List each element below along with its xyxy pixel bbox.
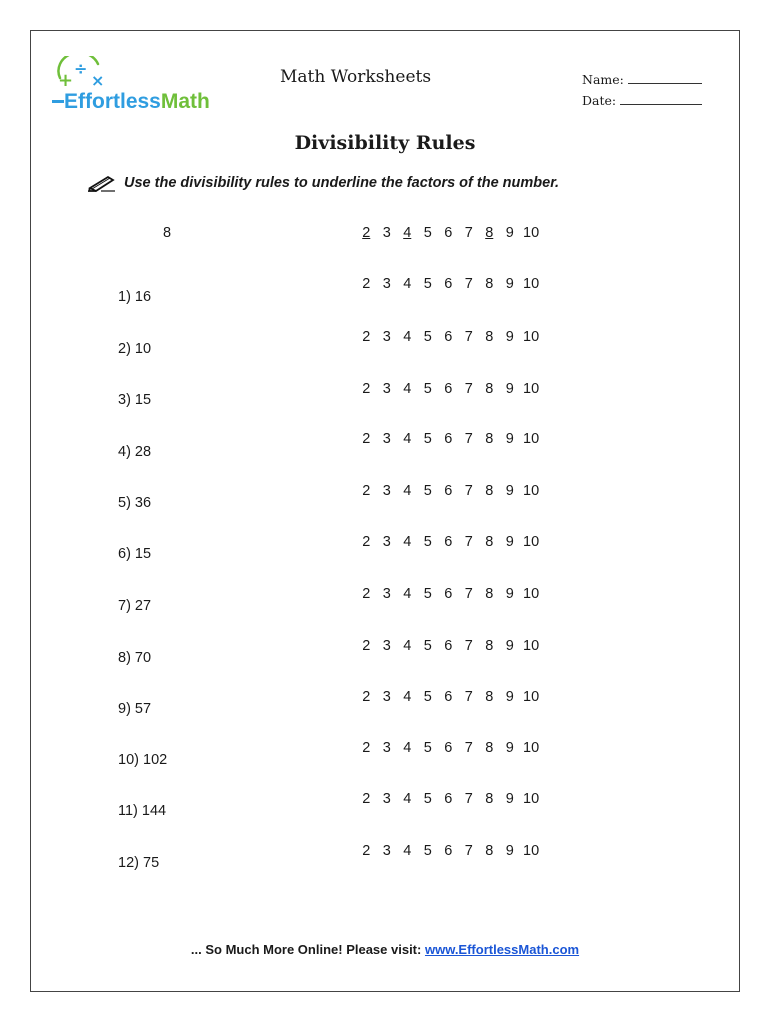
problem-label: 6) [118,546,135,562]
factor-4[interactable]: 4 [403,329,412,345]
factor-7[interactable]: 7 [464,791,473,807]
footer [0,942,770,957]
factor-4[interactable]: 4 [403,586,412,602]
problem-number: 36 [134,495,152,511]
factor-5[interactable]: 5 [423,740,432,756]
factor-3[interactable]: 3 [382,689,391,705]
factor-2[interactable]: 2 [362,638,371,654]
factor-5[interactable]: 5 [423,534,432,550]
footer-link[interactable]: www.EffortlessMath.com [424,942,580,957]
problem-number: 75 [143,855,160,871]
factor-9[interactable]: 9 [505,689,514,705]
svg-text:+: + [58,70,74,91]
factor-8[interactable]: 8 [485,329,494,345]
problem-number: 15 [134,546,152,562]
factor-5[interactable]: 5 [423,483,432,499]
factor-10[interactable]: 10 [523,534,540,550]
factor-8[interactable]: 8 [485,586,494,602]
factor-8[interactable]: 8 [485,431,494,447]
factor-2[interactable]: 2 [362,791,371,807]
problem-number: 15 [134,392,152,408]
logo-dash [52,100,64,103]
factor-3[interactable]: 3 [382,638,391,654]
header-title: Math Worksheets [280,67,432,87]
problem-label: 3) [118,392,135,408]
factor-6[interactable]: 6 [444,689,453,705]
factor-3[interactable]: 3 [382,843,391,859]
math-symbols-icon [54,56,114,92]
problem-label: 11) [118,803,142,819]
factor-4[interactable]: 4 [403,276,412,292]
name-label: Name: [582,72,624,87]
factor-5[interactable]: 5 [423,329,432,345]
factor-3[interactable]: 3 [382,381,391,397]
problem-1 [118,289,151,305]
factor-10[interactable]: 10 [523,740,540,756]
factor-7[interactable]: 7 [464,586,473,602]
problem-number: 16 [134,289,152,305]
factor-7[interactable]: 7 [464,843,473,859]
factor-6[interactable]: 6 [444,586,453,602]
factor-9[interactable]: 9 [505,740,514,756]
problem-number: 70 [134,650,152,666]
factor-10[interactable]: 10 [523,791,540,807]
factor-4[interactable]: 4 [403,791,412,807]
factor-5[interactable]: 5 [423,381,432,397]
factor-7[interactable]: 7 [464,689,473,705]
effortless-math-logo [52,56,242,116]
factor-10[interactable]: 10 [523,586,540,602]
factor-10[interactable]: 10 [523,381,540,397]
problem-10 [118,752,167,768]
factor-8[interactable]: 8 [485,740,494,756]
pencil-icon [88,174,116,192]
factor-7[interactable]: 7 [464,534,473,550]
factor-2[interactable]: 2 [362,381,371,397]
factor-7[interactable]: 7 [464,276,473,292]
problem-label: 8) [118,650,135,666]
factor-5[interactable]: 5 [423,225,432,241]
problem-number: 27 [134,598,152,614]
factor-4[interactable]: 4 [403,638,412,654]
problem-label: 10) [118,752,143,768]
factor-6[interactable]: 6 [444,329,453,345]
factor-2[interactable]: 2 [362,225,371,241]
factor-8[interactable]: 8 [485,483,494,499]
problem-8 [118,650,151,666]
logo-text-math: Math [160,90,210,113]
problem-2 [118,341,151,357]
example-number: 8 [163,225,172,241]
factor-7[interactable]: 7 [464,225,473,241]
problem-label: 7) [118,598,135,614]
date-blank [620,94,702,105]
page-title: Divisibility Rules [294,132,476,154]
factor-6[interactable]: 6 [444,483,453,499]
logo-text-effortless: Effortless [64,90,161,113]
factor-6[interactable]: 6 [444,638,453,654]
problem-3 [118,392,151,408]
problem-label: 1) [118,289,135,305]
factor-6[interactable]: 6 [444,791,453,807]
problem-label: 12) [118,855,143,871]
factor-9[interactable]: 9 [505,843,514,859]
factor-9[interactable]: 9 [505,381,514,397]
factor-9[interactable]: 9 [505,431,514,447]
factor-3[interactable]: 3 [382,483,391,499]
problem-12 [118,855,159,871]
factor-6[interactable]: 6 [444,225,453,241]
problem-10-factors [356,740,553,756]
factor-2[interactable]: 2 [362,689,371,705]
factor-5[interactable]: 5 [423,843,432,859]
factor-8[interactable]: 8 [485,381,494,397]
problem-5 [118,495,151,511]
factor-9[interactable]: 9 [505,276,514,292]
factor-5[interactable]: 5 [423,689,432,705]
problem-number: 28 [134,444,152,460]
factor-10[interactable]: 10 [523,431,540,447]
problem-4 [118,444,151,460]
factor-9[interactable]: 9 [505,483,514,499]
factor-6[interactable]: 6 [444,740,453,756]
factor-5[interactable]: 5 [423,638,432,654]
problem-8-factors [356,638,553,654]
factor-10[interactable]: 10 [523,276,540,292]
factor-4[interactable]: 4 [403,534,412,550]
factor-9[interactable]: 9 [505,638,514,654]
factor-2[interactable]: 2 [362,843,371,859]
factor-10[interactable]: 10 [523,483,540,499]
factor-7[interactable]: 7 [464,431,473,447]
factor-9[interactable]: 9 [505,791,514,807]
factor-3[interactable]: 3 [382,431,391,447]
problem-7 [118,598,151,614]
factor-9[interactable]: 9 [505,586,514,602]
factor-8[interactable]: 8 [485,225,494,241]
problem-6-factors [356,534,553,550]
factor-2[interactable]: 2 [362,276,371,292]
problem-4-factors [356,431,553,447]
factor-5[interactable]: 5 [423,586,432,602]
factor-7[interactable]: 7 [464,483,473,499]
factor-8[interactable]: 8 [485,534,494,550]
factor-10[interactable]: 10 [523,225,540,241]
factor-10[interactable]: 10 [523,638,540,654]
factor-5[interactable]: 5 [423,276,432,292]
factor-4[interactable]: 4 [403,740,412,756]
logo-wordmark [64,90,210,114]
footer-text: ... So Much More Online! Please visit: [190,942,425,957]
problem-number: 144 [141,803,167,819]
problem-9-factors [356,689,553,705]
factor-7[interactable]: 7 [464,381,473,397]
factor-3[interactable]: 3 [382,276,391,292]
factor-9[interactable]: 9 [505,225,514,241]
factor-4[interactable]: 4 [403,225,412,241]
factor-6[interactable]: 6 [444,381,453,397]
problem-5-factors [356,483,553,499]
factor-3[interactable]: 3 [382,586,391,602]
problem-2-factors [356,329,553,345]
factor-5[interactable]: 5 [423,431,432,447]
factor-6[interactable]: 6 [444,431,453,447]
factor-4[interactable]: 4 [403,431,412,447]
factor-3[interactable]: 3 [382,534,391,550]
factor-4[interactable]: 4 [403,381,412,397]
factor-2[interactable]: 2 [362,586,371,602]
factor-6[interactable]: 6 [444,843,453,859]
factor-6[interactable]: 6 [444,534,453,550]
factor-10[interactable]: 10 [523,329,540,345]
factor-8[interactable]: 8 [485,638,494,654]
factor-9[interactable]: 9 [505,534,514,550]
factor-2[interactable]: 2 [362,740,371,756]
factor-2[interactable]: 2 [362,329,371,345]
factor-10[interactable]: 10 [523,843,540,859]
date-label: Date: [582,93,617,108]
problem-3-factors [356,381,553,397]
problem-6 [118,546,151,562]
factor-4[interactable]: 4 [403,483,412,499]
example-factors [356,225,553,241]
problem-number: 10 [134,341,152,357]
factor-7[interactable]: 7 [464,329,473,345]
problem-7-factors [356,586,553,602]
problem-1-factors [356,276,553,292]
factor-3[interactable]: 3 [382,329,391,345]
factor-8[interactable]: 8 [485,276,494,292]
factor-8[interactable]: 8 [485,843,494,859]
factor-3[interactable]: 3 [382,740,391,756]
factor-4[interactable]: 4 [403,689,412,705]
name-blank [628,73,702,84]
factor-8[interactable]: 8 [485,689,494,705]
factor-2[interactable]: 2 [362,431,371,447]
problem-label: 4) [118,444,135,460]
factor-3[interactable]: 3 [382,225,391,241]
problem-label: 5) [118,495,135,511]
factor-6[interactable]: 6 [444,276,453,292]
problem-11-factors [356,791,553,807]
factor-5[interactable]: 5 [423,791,432,807]
problem-number: 57 [134,701,152,717]
problem-12-factors [356,843,553,859]
factor-2[interactable]: 2 [362,534,371,550]
name-field [582,72,702,87]
factor-9[interactable]: 9 [505,329,514,345]
factor-10[interactable]: 10 [523,689,540,705]
problem-label: 9) [118,701,135,717]
factor-2[interactable]: 2 [362,483,371,499]
factor-7[interactable]: 7 [464,638,473,654]
factor-8[interactable]: 8 [485,791,494,807]
svg-text:÷: ÷ [74,59,88,78]
date-field [582,93,702,108]
problem-11 [118,803,166,819]
problem-number: 102 [143,752,168,768]
problem-label: 2) [118,341,135,357]
instructions [88,174,559,192]
factor-3[interactable]: 3 [382,791,391,807]
factor-4[interactable]: 4 [403,843,412,859]
problem-9 [118,701,151,717]
instructions-text: Use the divisibility rules to underline the factors of the number. [124,175,560,191]
factor-7[interactable]: 7 [464,740,473,756]
svg-text:×: × [91,71,105,90]
